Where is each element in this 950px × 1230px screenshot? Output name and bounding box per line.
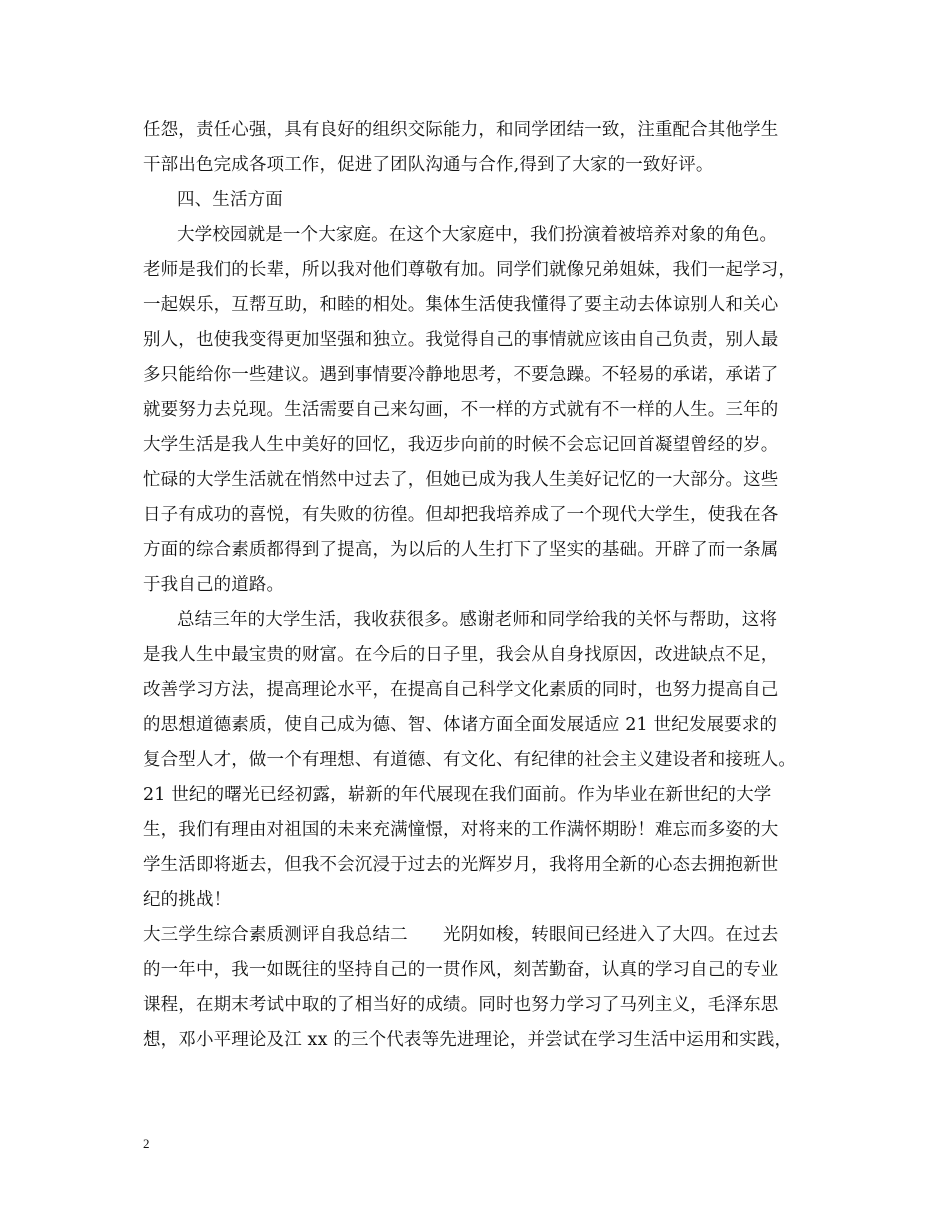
text-line: 大学生活是我人生中美好的回忆，我迈步向前的时候不会忘记回首凝望曾经的岁。 <box>143 435 779 455</box>
text-line: 是我人生中最宝贵的财富。在今后的日子里，我会从自身找原因，改进缺点不足， <box>143 645 779 665</box>
text-line: 方面的综合素质都得到了提高，为以后的人生打下了坚实的基础。开辟了而一条属 <box>143 540 779 560</box>
text-line: 大三学生综合素质测评自我总结二 光阴如梭，转眼间已经进入了大四。在过去 <box>143 925 779 945</box>
text-line: 的一年中，我一如既往的坚持自己的一贯作风，刻苦勤奋，认真的学习自己的专业 <box>143 960 779 980</box>
text-line: 于我自己的道路。 <box>143 575 285 595</box>
text-line: 课程，在期末考试中取的了相当好的成绩。同时也努力学习了马列主义，毛泽东思 <box>143 995 779 1015</box>
text-line: 日子有成功的喜悦，有失败的彷徨。但却把我培养成了一个现代大学生，使我在各 <box>143 505 779 525</box>
text-line: 复合型人才，做一个有理想、有道德、有文化、有纪律的社会主义建设者和接班人。 <box>143 750 797 770</box>
text-line: 生，我们有理由对祖国的未来充满憧憬，对将来的工作满怀期盼！难忘而多姿的大 <box>143 820 779 840</box>
text-line: 21 世纪的曙光已经初露，崭新的年代展现在我们面前。作为毕业在新世纪的大学 <box>143 785 772 805</box>
text-line: 老师是我们的长辈，所以我对他们尊敬有加。同学们就像兄弟姐妹，我们一起学习， <box>143 260 797 280</box>
text-line: 别人，也使我变得更加坚强和独立。我觉得自己的事情就应该由自己负责，别人最 <box>143 330 779 350</box>
text-line: 的思想道德素质，使自己成为德、智、体诸方面全面发展适应 21 世纪发展要求的 <box>143 715 778 735</box>
text-line: 想，邓小平理论及江 xx 的三个代表等先进理论，并尝试在学习生活中运用和实践， <box>143 1030 793 1050</box>
text-line: 一起娱乐，互帮互助，和睦的相处。集体生活使我懂得了要主动去体谅别人和关心 <box>143 295 779 315</box>
document-body <box>143 113 833 1058</box>
text-line: 大学校园就是一个大家庭。在这个大家庭中，我们扮演着被培养对象的角色。 <box>177 225 778 245</box>
text-line: 就要努力去兑现。生活需要自己来勾画，不一样的方式就有不一样的人生。三年的 <box>143 400 779 420</box>
text-line: 任怨，责任心强，具有良好的组织交际能力，和同学团结一致，注重配合其他学生 <box>143 120 779 140</box>
text-line: 总结三年的大学生活，我收获很多。感谢老师和同学给我的关怀与帮助，这将 <box>177 610 778 630</box>
text-line: 纪的挑战！ <box>143 890 232 910</box>
page-number: 2 <box>143 1136 150 1151</box>
text-line: 学生活即将逝去，但我不会沉浸于过去的光辉岁月，我将用全新的心态去拥抱新世 <box>143 855 779 875</box>
section-heading: 四、生活方面 <box>177 190 283 210</box>
text-line: 干部出色完成各项工作，促进了团队沟通与合作,得到了大家的一致好评。 <box>143 155 714 175</box>
text-line: 多只能给你一些建议。遇到事情要冷静地思考，不要急躁。不轻易的承诺，承诺了 <box>143 365 779 385</box>
text-line: 忙碌的大学生活就在悄然中过去了，但她已成为我人生美好记忆的一大部分。这些 <box>143 470 779 490</box>
text-line: 改善学习方法，提高理论水平，在提高自己科学文化素质的同时，也努力提高自己 <box>143 680 779 700</box>
